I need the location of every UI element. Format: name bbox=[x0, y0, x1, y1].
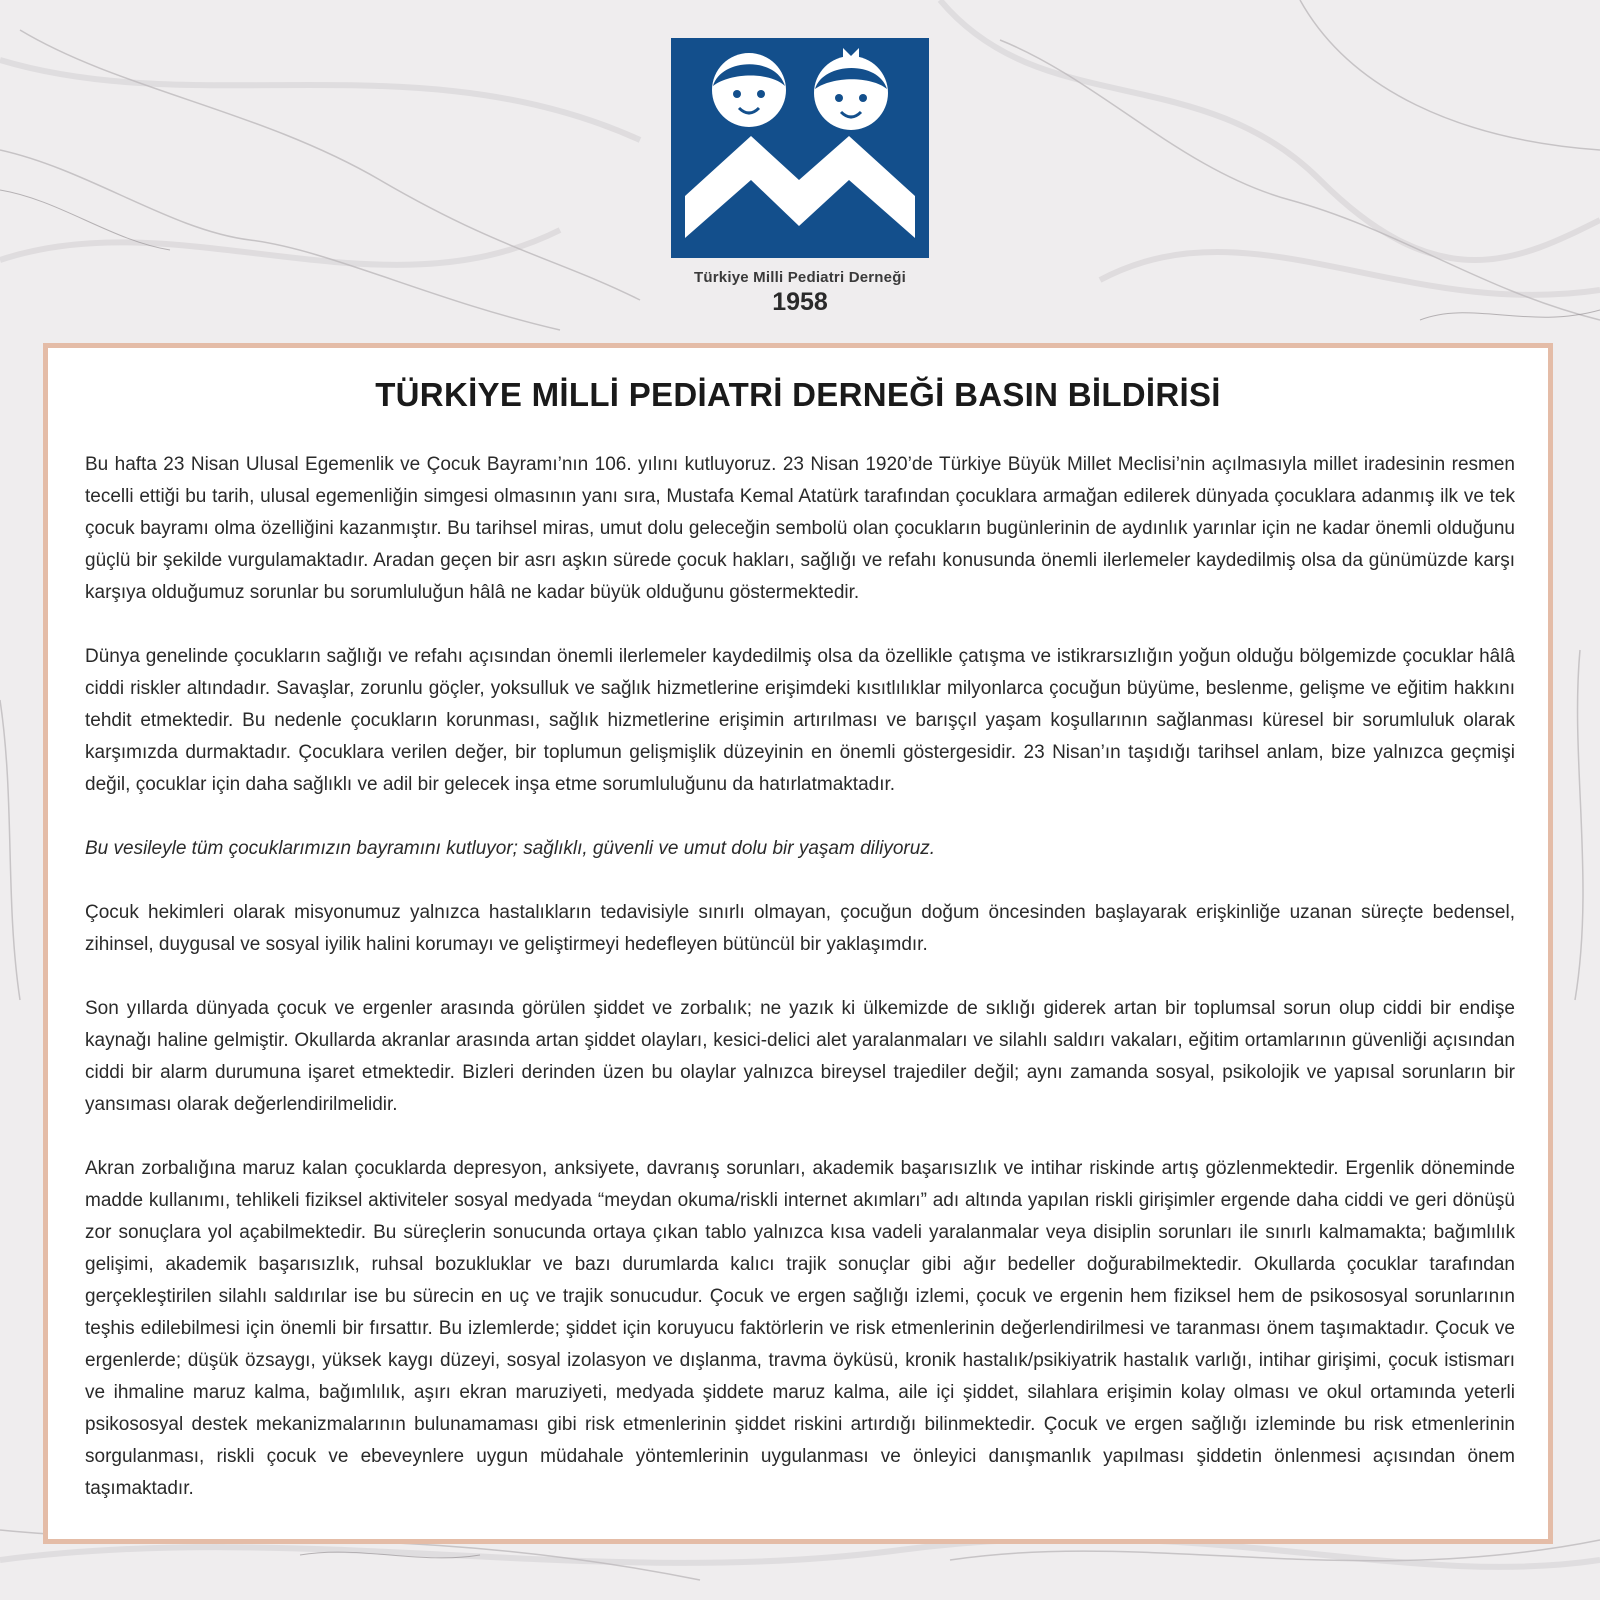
paragraph-1: Bu hafta 23 Nisan Ulusal Egemenlik ve Çocuk Bayramı’nın 106. yılını kutluyoruz. 23 Nisan 1920’de Türkiye Büyük Millet Meclisi’nin açılmasıyla millet iradesinin resmen tecelli ettiği bu tarih, ulusal egemenliğin simgesi olmasının yanı sıra, Mustafa Kemal Atatürk tarafından çocuklara armağan edilerek dünyada çocuklara adanmış ilk ve tek çocuk bayramı olma özelliğini kazanmıştır. Bu tarihsel miras, umut dolu geleceğin sembolü olan çocukların bugünlerinin de aydınlık yarınlar için ne kadar önemli olduğunu güçlü bir şekilde vurgulamaktadır. Aradan geçen bir asrı aşkın sürede çocuk hakları, sağlığı ve refahı konusunda önemli ilerlemeler kaydedilmiş olsa da günümüzde karşı karşıya olduğumuz sorunlar bu sorumluluğun hâlâ ne kadar büyük olduğunu göstermektedir. bbox=[85, 454, 1515, 603]
press-release-body bbox=[85, 449, 1515, 1537]
paragraph-2: Dünya genelinde çocukların sağlığı ve refahı açısından önemli ilerlemeler kaydedilmiş olsa da özellikle çatışma ve istikrarsızlığın yoğun olduğu bölgemizde çocuklar hâlâ ciddi riskler altındadır. Savaşlar, zorunlu göçler, yoksulluk ve sağlık hizmetlerine erişimdeki kısıtlılıklar milyonlarca çocuğun büyüme, beslenme, gelişme ve eğitim hakkını tehdit etmektedir. Bu nedenle çocukların korunması, sağlık hizmetlerine erişimin artırılması ve barışçıl yaşam koşullarının sağlanması küresel bir sorumluluk olarak karşımızda durmaktadır. Çocuklara verilen değer, bir toplumun gelişmişlik düzeyinin en önemli göstergesidir. 23 Nisan’ın taşıdığı tarihsel anlam, bize yalnızca geçmişi değil, çocuklar için daha sağlıklı ve adil bir gelecek inşa etme sorumluluğunu da hatırlatmaktadır. bbox=[85, 646, 1515, 795]
paragraph-6: Akran zorbalığına maruz kalan çocuklarda depresyon, anksiyete, davranış sorunları, akademik başarısızlık ve intihar riskinde artış gözlenmektedir. Ergenlik döneminde madde kullanımı, tehlikeli fiziksel aktiviteler sosyal medyada “meydan okuma/riskli internet akımları” adı altında yapılan riskli girişimler ergende daha ciddi ve geri dönüşü zor sonuçlara yol açabilmektedir. Bu süreçlerin sonucunda ortaya çıkan tablo yalnızca kısa vadeli yaralanmalar veya disiplin sorunları ile sınırlı kalmamakta; bağımlılık gelişimi, akademik başarısızlık, ruhsal bozukluklar ve bazı durumlarda kalıcı trajik sonuçlar gibi ağır bedeller doğurabilmektedir. Okullarda çocuklar tarafından gerçekleştirilen silahlı saldırılar ise bu sürecin en uç ve trajik sonucudur. Çocuk ve ergen sağlığı izlemi, çocuk ve ergenin hem fiziksel hem de psikososyal sorunlarının teşhis edilebilmesi için önemli bir fırsattır. Bu izlemlerde; şiddet için koruyucu faktörlerin ve risk etmenlerinin değerlendirilmesi ve taranması önem taşımaktadır. Çocuk ve ergenlerde; düşük özsaygı, yüksek kaygı düzeyi, sosyal izolasyon ve dışlanma, travma öyküsü, kronik hastalık/psikiyatrik hastalık varlığı, intihar girişimi, çocuk istismarı ve ihmaline maruz kalma, bağımlılık, aşırı ekran maruziyeti, medyada şiddete maruz kalma, aile içi şiddet, silahlara erişimin kolay olması ve okul ortamında yeterli psikososyal destek mekanizmalarının bulunamaması gibi risk etmenlerinin şiddet riskini artırdığı bilinmektedir. Çocuk ve ergen sağlığı izleminde bu risk etmenlerinin sorgulanması, riskli çocuk ve ebeveynlere uygun müdahale yöntemlerinin uygulanması ve önleyici danışmanlık yapılması şiddetin önlenmesi açısından önem taşımaktadır. bbox=[85, 1158, 1515, 1499]
organization-year: 1958 bbox=[772, 288, 828, 316]
paragraph-3-greeting: Bu vesileyle tüm çocuklarımızın bayramını kutluyor; sağlıklı, güvenli ve umut dolu bir yaşam diliyoruz. bbox=[85, 838, 936, 859]
paragraph-5: Son yıllarda dünyada çocuk ve ergenler arasında görülen şiddet ve zorbalık; ne yazık ki ülkemizde de sıklığı giderek artan bir toplumsal sorun olup ciddi bir endişe kaynağı haline gelmiştir. Okullarda akranlar arasında artan şiddet olayları, kesici-delici alet yaralanmaları ve silahlı saldırı vakaları, eğitim ortamlarının güvenliği açısından ciddi bir alarm durumuna işaret etmektedir. Bizleri derinden üzen bu olaylar yalnızca bireysel trajediler değil; aynı zamanda sosyal, psikolojik ve yapısal sorunların bir yansıması olarak değerlendirilmelidir. bbox=[85, 998, 1515, 1115]
press-release-title: TÜRKİYE MİLLİ PEDİATRİ DERNEĞİ BASIN BİLDİRİSİ bbox=[375, 376, 1221, 413]
pediatri-children-logo-icon bbox=[671, 38, 929, 258]
organization-logo bbox=[670, 38, 930, 317]
organization-name: Türkiye Milli Pediatri Derneği bbox=[694, 269, 906, 286]
paragraph-4: Çocuk hekimleri olarak misyonumuz yalnızca hastalıkların tedavisiyle sınırlı olmayan, çocuğun doğum öncesinden başlayarak erişkinliğe uzanan süreçte bedensel, zihinsel, duygusal ve sosyal iyilik halini korumayı ve geliştirmeyi hedefleyen bütüncül bir yaklaşımdır. bbox=[85, 902, 1515, 955]
press-release-panel bbox=[43, 343, 1553, 1544]
